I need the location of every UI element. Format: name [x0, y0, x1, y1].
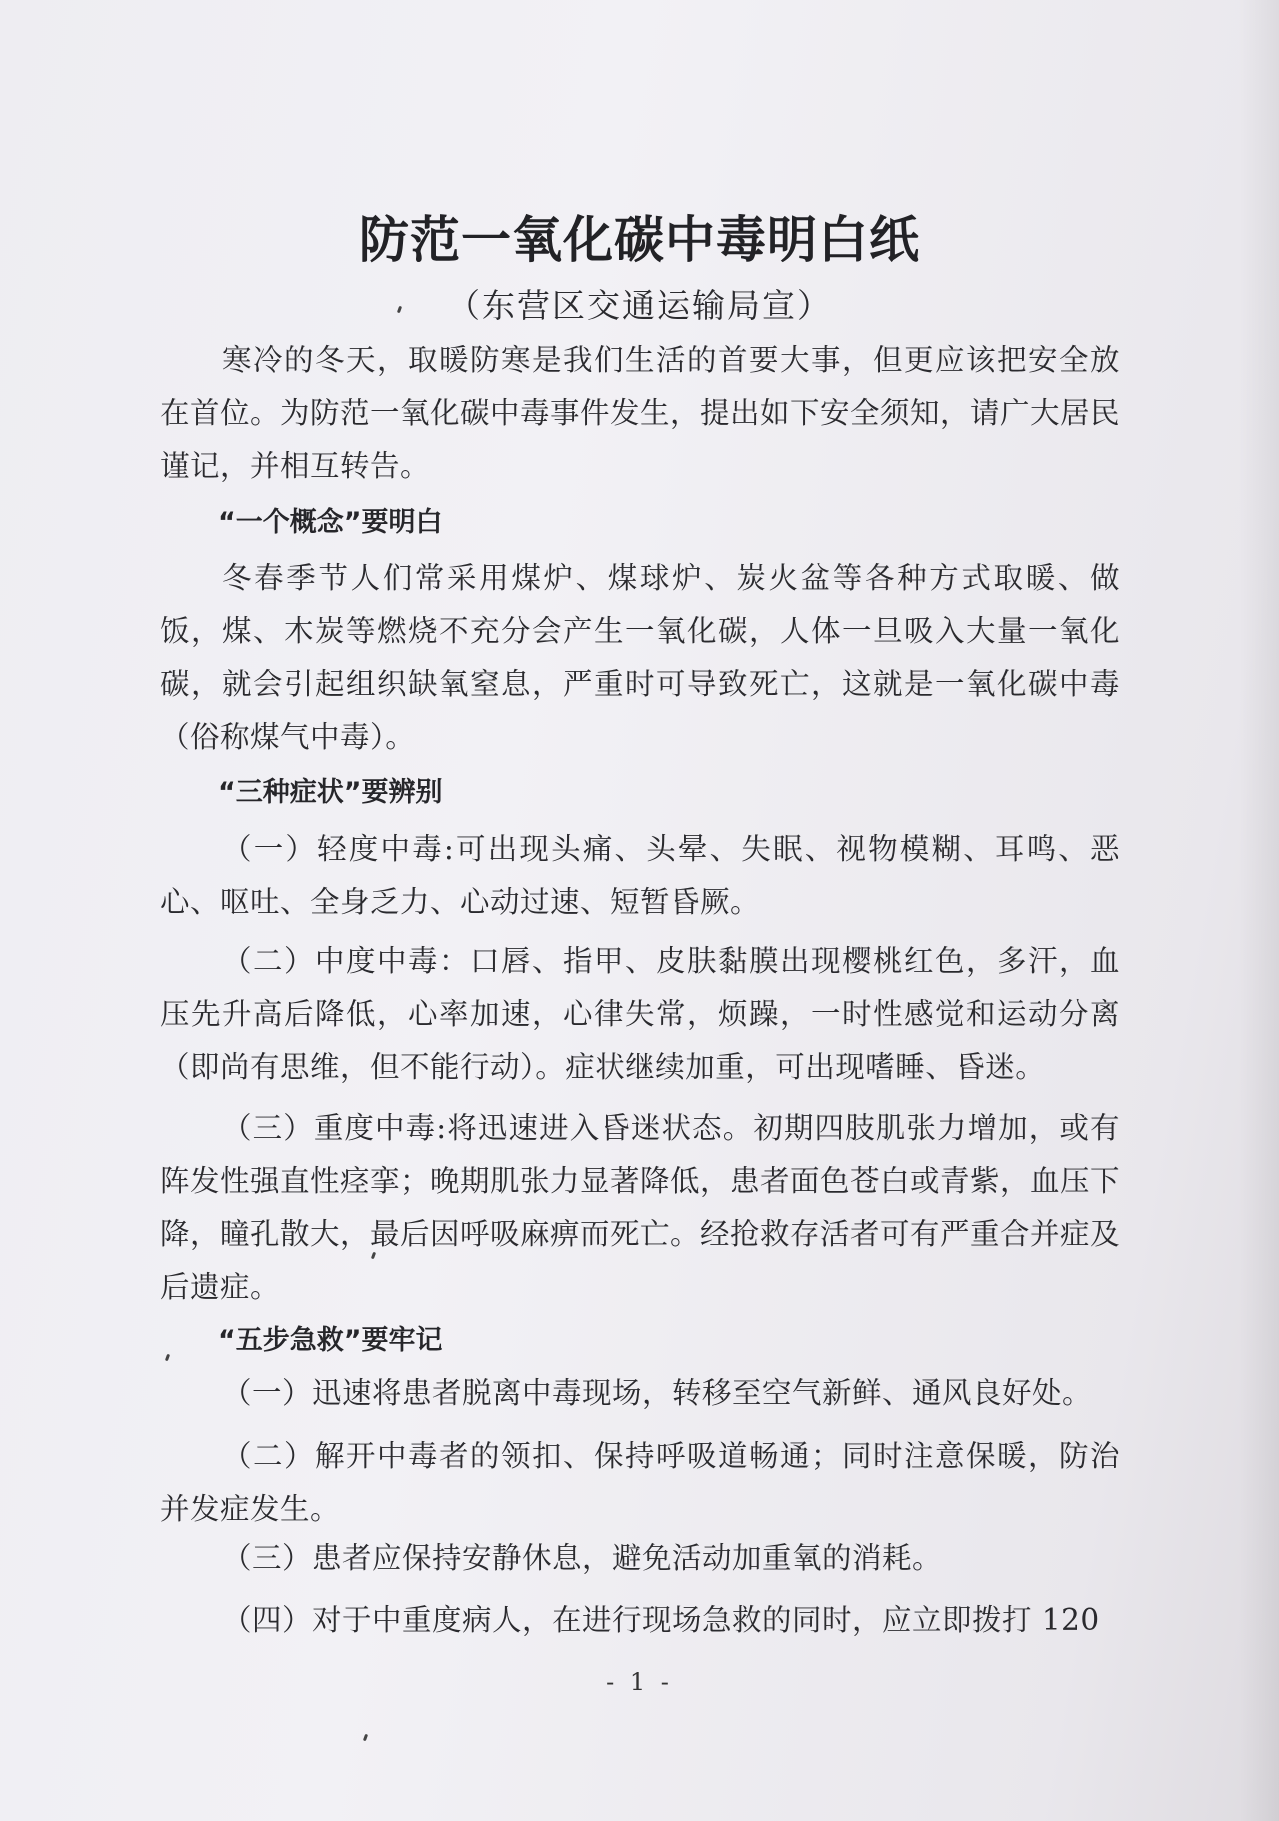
- first-aid-item-4: （四）对于中重度病人，在进行现场急救的同时，应立即拨打 120: [222, 1603, 1100, 1637]
- symptom-item-moderate: （二）中度中毒：口唇、指甲、皮肤黏膜出现樱桃红色，多汗，血压先升高后降低，心率加速，心律失常，烦躁，一时性感觉和运动分离（即尚有思维，但不能行动）。症状继续加重，可出现嗜睡、昏迷。: [160, 944, 1120, 1084]
- symptom-item-severe: （三）重度中毒:将迅速进入昏迷状态。初期四肢肌张力增加，或有阵发性强直性痉挛；晚期肌张力显著降低，患者面色苍白或青紫，血压下降，瞳孔散大，最后因呼吸麻痹而死亡。经抢救存活者可有严重合并症及后遗症。: [160, 1111, 1121, 1304]
- first-aid-item-3: （三）患者应保持安静休息，避免活动加重氧的消耗。: [222, 1541, 943, 1575]
- document-subtitle: （东营区交通运输局宣）: [447, 286, 832, 325]
- intro-paragraph: 寒冷的冬天，取暖防寒是我们生活的首要大事，但更应该把安全放在首位。为防范一氧化碳中毒事件发生，提出如下安全须知，请广大居民谨记，并相互转告。: [160, 343, 1121, 483]
- page-number: - 1 -: [606, 1668, 673, 1696]
- print-speck: [363, 1734, 368, 1742]
- section-heading-symptoms: “三种症状”要辨别: [218, 777, 443, 808]
- print-speck: [165, 1354, 170, 1362]
- first-aid-item-2: （二）解开中毒者的领扣、保持呼吸道畅通；同时注意保暖，防治并发症发生。: [160, 1439, 1120, 1526]
- document-title: 防范一氧化碳中毒明白纸: [359, 210, 920, 269]
- symptom-item-mild: （一）轻度中毒:可出现头痛、头晕、失眠、视物模糊、耳鸣、恶心、呕吐、全身乏力、心动过速、短暂昏厥。: [160, 832, 1120, 919]
- section-heading-concept: “一个概念”要明白: [218, 507, 443, 538]
- section-heading-first-aid: “五步急救”要牢记: [218, 1325, 443, 1356]
- first-aid-item-1: （一）迅速将患者脱离中毒现场，转移至空气新鲜、通风良好处。: [222, 1376, 1093, 1410]
- concept-paragraph: 冬春季节人们常采用煤炉、煤球炉、炭火盆等各种方式取暖、做饭，煤、木炭等燃烧不充分会产生一氧化碳，人体一旦吸入大量一氧化碳，就会引起组织缺氧窒息，严重时可导致死亡，这就是一氧化碳中毒（俗称煤气中毒）。: [160, 561, 1120, 754]
